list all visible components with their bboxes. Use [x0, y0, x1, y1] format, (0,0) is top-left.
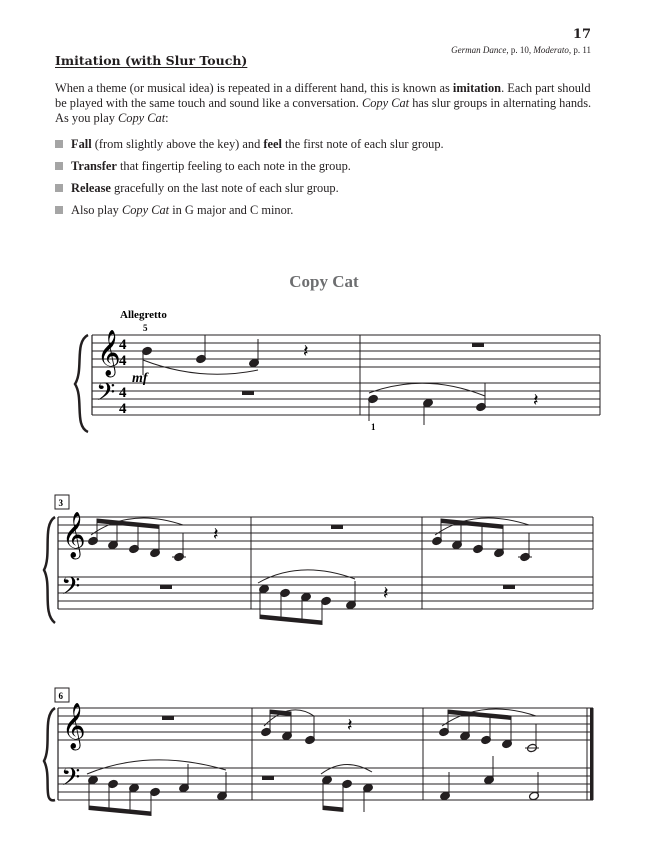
grand-staff-brace [44, 517, 55, 623]
steps-list [55, 137, 595, 225]
beam [448, 710, 511, 720]
step-item [55, 181, 595, 203]
intro-text-2: . Each part should be played with the same touch and sound like a conversation. [55, 81, 591, 111]
treble-clef-icon: 𝄞 [62, 703, 86, 748]
ref-title-german-dance: German Dance [451, 45, 507, 55]
music-system-3 [0, 688, 648, 828]
intro-italic-title-1: Copy Cat [361, 96, 410, 111]
time-signature-bottom: 4 [119, 353, 127, 369]
quarter-rest-icon: 𝄽 [213, 524, 219, 544]
intro-italic-title-2: Copy Cat [117, 111, 166, 126]
quarter-rest-icon: 𝄽 [303, 341, 309, 361]
step-item [55, 137, 595, 159]
whole-rest-icon [331, 525, 343, 529]
bass-clef-icon: 𝄢 [96, 379, 116, 412]
intro-bold-imitation: imitation [452, 81, 502, 95]
intro-text-3: has slur groups in alternating hands. As you play [55, 96, 592, 126]
grand-staff-brace [75, 335, 88, 432]
step-item [55, 203, 595, 225]
music-system-2 [0, 495, 648, 635]
slur [87, 760, 226, 774]
slur [321, 764, 372, 774]
step-text: gracefully on the last note of each slur group. [110, 181, 339, 195]
step-text: (from slightly above the key) and [91, 137, 264, 151]
step-italic-title: Copy Cat [121, 203, 170, 217]
intro-paragraph [55, 81, 595, 127]
beam [89, 806, 151, 816]
treble-clef-icon: 𝄞 [62, 512, 86, 557]
intro-text-4: : [165, 111, 169, 126]
final-barline-thick [590, 708, 594, 800]
step-text: in G major and C minor. [169, 203, 294, 217]
step-text: that fingertip feeling to each note in the group. [116, 159, 351, 173]
intro-text-1: When a theme (or musical idea) is repeated in a different hand, this is known as [55, 81, 453, 95]
dynamic-marking: mf [132, 371, 148, 386]
piece-title: Copy Cat [289, 272, 359, 291]
bullet-square-icon [55, 140, 63, 148]
fingering-rh: 5 [143, 323, 148, 333]
beam [323, 806, 343, 812]
page-reference [451, 45, 591, 55]
fingering-lh: 1 [371, 422, 376, 432]
time-signature-bottom-bass: 4 [119, 401, 127, 417]
section-heading: Imitation (with Slur Touch) [55, 53, 248, 68]
beam [441, 519, 503, 529]
step-keyword: Fall [71, 137, 92, 151]
ref-page-2: , p. 11 [568, 45, 591, 55]
step-keyword: feel [263, 137, 282, 151]
bullet-square-icon [55, 162, 63, 170]
bass-clef-icon: 𝄢 [61, 573, 81, 606]
bass-clef-icon: 𝄢 [61, 764, 81, 797]
bullet-square-icon [55, 206, 63, 214]
bullet-square-icon [55, 184, 63, 192]
quarter-rest-icon: 𝄽 [533, 390, 539, 410]
step-keyword: Transfer [71, 159, 117, 173]
grand-staff-brace [44, 708, 55, 800]
time-signature-top: 4 [119, 337, 127, 353]
time-signature-top-bass: 4 [119, 385, 127, 401]
beam [260, 615, 322, 625]
whole-rest-icon [503, 585, 515, 589]
step-text: the first note of each slur group. [281, 137, 444, 151]
treble-clef-icon: 𝄞 [97, 330, 121, 375]
tempo-marking: Allegretto [120, 309, 167, 321]
whole-rest-icon [160, 585, 172, 589]
whole-rest-icon [242, 391, 254, 395]
quarter-rest-icon: 𝄽 [347, 715, 353, 735]
slur [258, 570, 355, 583]
bass-staff [92, 383, 600, 415]
music-system-1 [0, 300, 648, 440]
quarter-rest-icon: 𝄽 [383, 583, 389, 603]
whole-rest-icon [162, 716, 174, 720]
step-text: Also play [71, 203, 122, 217]
ref-title-moderato: Moderato [533, 45, 569, 55]
half-rest-icon [262, 776, 274, 780]
slur [369, 383, 485, 396]
measure-number: 6 [58, 691, 63, 701]
beam [97, 519, 159, 529]
whole-rest-icon [472, 343, 484, 347]
treble-staff [58, 708, 593, 740]
step-item [55, 159, 595, 181]
treble-staff [92, 335, 600, 367]
measure-number: 3 [58, 498, 63, 508]
step-keyword: Release [71, 181, 111, 195]
page-number: 17 [572, 27, 591, 42]
ref-page-1: , p. 10, [506, 45, 534, 55]
